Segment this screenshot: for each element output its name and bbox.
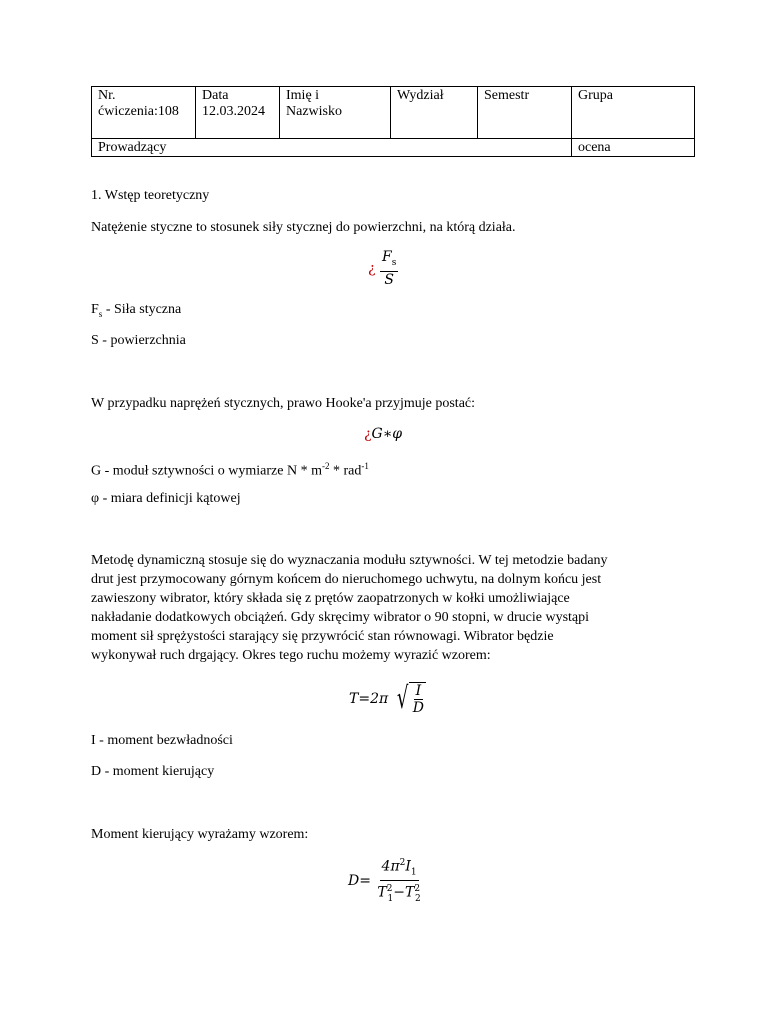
formula-hooke [364, 426, 402, 442]
name-label-1: Imię i [286, 88, 320, 103]
def-s: S - powierzchnia [91, 333, 186, 348]
def-phi: φ - miara definicji kątowej [91, 491, 241, 506]
def-fs-symbol: F [91, 302, 99, 317]
cell-grupa [572, 87, 695, 139]
formula3-numerator: I [415, 683, 422, 699]
formula4-num-sub: 1 [410, 867, 417, 878]
formula1-fraction [380, 249, 398, 288]
formula4-num-sup: 2 [399, 858, 406, 868]
def-g-sup1: -2 [321, 461, 330, 471]
grupa-label: Grupa [578, 88, 613, 103]
method-line: nakładanie dodatkowych obciążeń. Gdy skręcimy wibrator o 90 stopni, w drucie wystąpi [91, 610, 590, 625]
formula4-den-t1-sub: 1 [387, 893, 394, 904]
def-fs-sub: s [98, 308, 103, 319]
cell-ocena [572, 139, 695, 157]
def-d: D - moment kierujący [91, 764, 215, 779]
method-line: wykonywał ruch drgający. Okres tego ruchu możemy wyrazić wzorem: [91, 648, 491, 663]
data-label: Data [202, 88, 229, 103]
def-i: I - moment bezwładności [91, 733, 233, 748]
section-heading: 1. Wstęp teoretyczny [91, 188, 210, 203]
def-fs-text: - Siła styczna [102, 302, 182, 317]
formula1-denominator: S [384, 271, 394, 288]
def-g [91, 457, 369, 481]
cell-name [280, 87, 391, 139]
data-value: 12.03.2024 [202, 104, 265, 119]
formula1-prefix: ¿ [368, 260, 376, 277]
method-line: zawieszony wibrator, który składa się z prętów zaopatrzonych w kołki umożliwiające [91, 591, 570, 606]
formula4-den-t2: T [404, 885, 415, 902]
prowadzacy-label: Prowadzący [98, 140, 167, 155]
formula-shear-stress [368, 249, 398, 288]
nr-label: Nr. [98, 88, 116, 103]
formula3-sqrt [393, 682, 426, 716]
formula4-fraction [375, 855, 422, 907]
formula4-lhs: D= [348, 872, 371, 889]
method-line: Metodę dynamiczną stosuje się do wyznaczania modułu sztywności. W tej metodzie badany [91, 553, 608, 568]
formula-moment [348, 855, 423, 907]
intro-text: Natężenie styczne to stosunek siły stycznej do powierzchni, na którą działa. [91, 220, 516, 235]
cell-prowadzacy [92, 139, 572, 157]
formula3-lhs: T=2π [349, 691, 389, 707]
formula4-den-minus: − [393, 885, 405, 902]
formula2-prefix: ¿ [364, 426, 372, 442]
formula4-den-t2-sub: 2 [415, 893, 421, 904]
cell-data [196, 87, 280, 139]
wydzial-label: Wydział [397, 88, 444, 103]
def-g-sup2: -1 [361, 461, 369, 471]
formula3-denominator: D [412, 700, 424, 716]
def-g-mid: * rad [329, 463, 362, 479]
formula1-numerator: F [381, 249, 392, 265]
method-line: moment sił sprężystości starający się przywrócić stan równowagi. Wibrator będzie [91, 629, 554, 644]
def-g-text: G - moduł sztywności o wymiarze N * m [91, 463, 322, 479]
formula4-den-t2-sup: 2 [414, 884, 421, 895]
header-table [91, 86, 695, 157]
formula1-numerator-sub: s [391, 257, 397, 268]
moment-intro: Moment kierujący wyrażamy wzorem: [91, 827, 309, 842]
cell-wydzial [391, 87, 478, 139]
cell-nr [92, 87, 196, 139]
formula4-num-a: 4π [381, 858, 400, 875]
sqrt-icon: √ [396, 681, 408, 716]
def-fs [91, 300, 181, 324]
formula4-den-t1: T [377, 885, 387, 902]
formula3-fraction [411, 683, 426, 716]
formula4-den-t1-sup: 2 [386, 884, 393, 895]
formula2-body: G∗φ [371, 426, 403, 442]
hooke-intro: W przypadku naprężeń stycznych, prawo Hooke'a przyjmuje postać: [91, 396, 476, 411]
formula4-num-b: I [405, 858, 411, 875]
formula-period [349, 682, 426, 716]
name-label-2: Nazwisko [286, 104, 342, 119]
ocena-label: ocena [578, 140, 611, 155]
semestr-label: Semestr [484, 88, 530, 103]
method-paragraph [91, 551, 691, 665]
nr-value: ćwiczenia:108 [98, 104, 179, 119]
cell-semestr [478, 87, 572, 139]
method-line: drut jest przymocowany górnym końcem do nieruchomego uchwytu, na dolnym końcu jest [91, 572, 602, 587]
